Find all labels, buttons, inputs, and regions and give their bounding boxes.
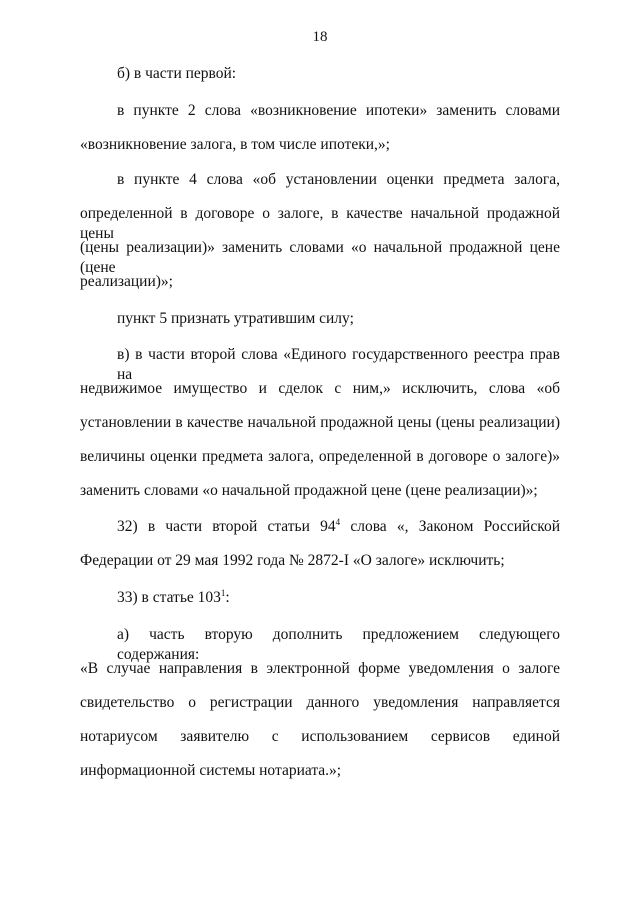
superscript-index: 4	[335, 517, 341, 527]
paragraph-line: Федерации от 29 мая 1992 года № 2872-I «О залоге» исключить;	[80, 552, 505, 569]
paragraph-line: заменить словами «о начальной продажной цене (цене реализации)»;	[80, 482, 538, 499]
paragraph-line: «В случае направления в электронной форме уведомления о залоге	[80, 660, 560, 677]
paragraph-line: (цены реализации)» заменить словами «о начальной продажной цене (цене	[80, 239, 560, 276]
page-number: 18	[312, 29, 328, 45]
paragraph-line: реализации)»;	[80, 273, 173, 290]
superscript-index: 1	[220, 588, 226, 598]
paragraph-line: в) в части второй слова «Единого государственного реестра прав на	[117, 346, 560, 383]
paragraph-line: нотариусом заявителю с использованием сервисов единой	[80, 728, 560, 745]
paragraph-line: в пункте 4 слова «об установлении оценки предмета залога,	[117, 171, 560, 188]
paragraph-line: «возникновение залога, в том числе ипотеки,»;	[80, 136, 390, 153]
paragraph-line: б) в части первой:	[117, 65, 237, 82]
paragraph-line: величины оценки предмета залога, определенной в договоре о залоге)»	[80, 448, 560, 465]
paragraph-line: 33) в статье $103^1$:	[117, 588, 230, 606]
paragraph-line: свидетельство о регистрации данного уведомления направляется	[80, 694, 560, 711]
paragraph-line: определенной в договоре о залоге, в качестве начальной продажной цены	[80, 205, 560, 242]
paragraph-line: а) часть вторую дополнить предложением следующего содержания:	[117, 626, 560, 663]
article-ref: 32) в части второй статьи $94^4$	[117, 517, 341, 535]
paragraph-line: информационной системы нотариата.»;	[80, 762, 342, 779]
paragraph-line: 32) в части второй статьи $94^4$ слова «, Законом Российской	[117, 517, 560, 535]
paragraph-line: установлении в качестве начальной продажной цены (цены реализации)	[80, 414, 560, 431]
paragraph-line: недвижимое имущество и сделок с ним,» исключить, слова «об	[80, 380, 560, 397]
paragraph-line: пункт 5 признать утратившим силу;	[117, 310, 354, 327]
paragraph-line: в пункте 2 слова «возникновение ипотеки» заменить словами	[117, 102, 560, 119]
